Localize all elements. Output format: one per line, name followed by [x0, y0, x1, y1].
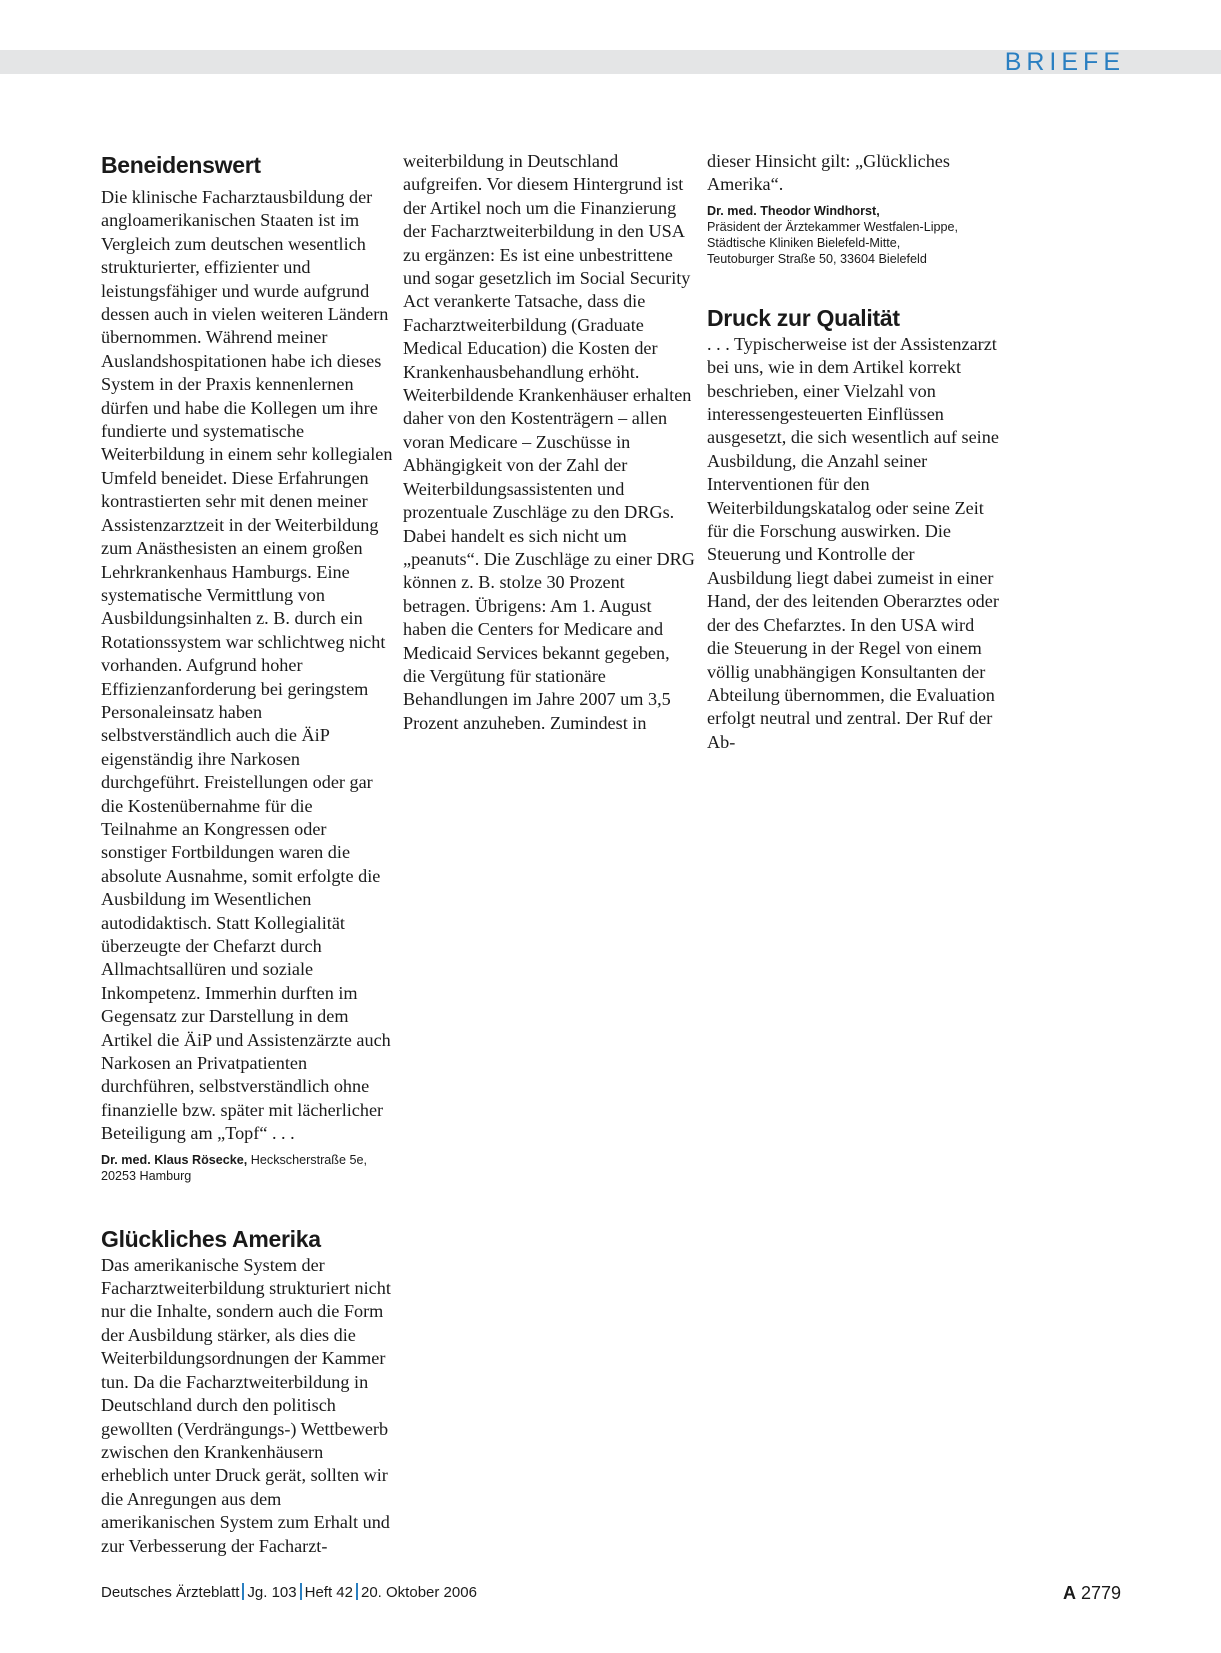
footer-separator — [300, 1583, 302, 1600]
letter-title-druck-zur-qualitaet: Druck zur Qualität — [707, 304, 900, 331]
column-2 — [403, 150, 695, 735]
letter-title-beneidenswert: Beneidenswert — [101, 152, 261, 178]
letter-body-glueckliches-part3: dieser Hinsicht gilt: „Glückliches Amerika“. — [707, 151, 950, 195]
letter-body-glueckliches-part1: Das amerikanische System der Facharztweiterbildung strukturiert nicht nur die Inhalte, sondern auch die Form der Ausbildung stärker, als dies die Weiterbildungsordnungen der Kammer tun. Da die Facharztweiterbildung in Deutschland durch den politisch gewollten (Verdrängungs-) Wettbewerb zwischen den Krankenhäusern erheblich unter Druck gerät, sollten wir die Anregungen aus dem amerikanischen System zum Erhalt und zur Verbesserung der Facharzt- — [101, 1254, 391, 1556]
column-1 — [101, 150, 393, 1558]
journal-name: Deutsches Ärzteblatt — [101, 1584, 240, 1601]
signature-line: Teutoburger Straße 50, 33604 Bielefeld — [707, 251, 927, 266]
signature-line: Städtische Kliniken Bielefeld-Mitte, — [707, 235, 901, 250]
signature-name: Dr. med. Theodor Windhorst, — [707, 203, 880, 218]
letter-body-glueckliches-part2: weiterbildung in Deutschland aufgreifen. Vor diesem Hintergrund ist der Artikel noch um die Finanzierung der Facharztweiterbildung in den USA zu ergänzen: Es ist eine unbestrittene und sogar gesetzlich im Social Security Act verankerte Tatsache, dass die Facharztweiterbildung (Graduate Medical Education) die Kosten der Krankenhausbehandlung erhöht. Weiterbildende Krankenhäuser erhalten daher von den Kostenträgern – allen voran Medicare – Zuschüsse in Abhängigkeit von der Zahl der Weiterbildungsassistenten und prozentuale Zuschläge zu den DRGs. Dabei handelt es sich nicht um „peanuts“. Die Zuschläge zu einer DRG können z. B. stolze 30 Prozent betragen. Übrigens: Am 1. August haben die Centers for Medicare and Medicaid Services bekannt gegeben, die Vergütung für stationäre Behandlungen im Jahre 2007 um 3,5 Prozent anzuheben. Zumindest in — [403, 151, 695, 733]
journal-date: 20. Oktober 2006 — [361, 1584, 477, 1601]
page-number — [1063, 1582, 1121, 1604]
letter-body-beneidenswert: Die klinische Facharztausbildung der angloamerikanischen Staaten ist im Vergleich zum deutschen wesentlich strukturierter, effizienter und leistungsfähiger und wurde aufgrund dessen auch in vielen weiteren Ländern übernommen. Während meiner Auslandshospitationen habe ich dieses System in der Praxis kennenlernen dürfen und habe die Kollegen um ihre fundierte und systematische Weiterbildung in einem sehr kollegialen Umfeld beneidet. Diese Erfahrungen kontrastierten sehr mit denen meiner Assistenzarztzeit in der Weiterbildung zum Anästhesisten an einem großen Lehrkrankenhaus Hamburgs. Eine systematische Vermittlung von Ausbildungsinhalten z. B. durch ein Rotationssystem war schlichtweg nicht vorhanden. Aufgrund hoher Effizienzanforderung bei geringstem Personaleinsatz haben selbstverständlich auch die ÄiP eigenständig ihre Narkosen durchgeführt. Freistellungen oder gar die Kostenübernahme für die Teilnahme an Kongressen oder sonstiger Fortbildungen waren die absolute Ausnahme, somit erfolgte die Ausbildung im Wesentlichen autodidaktisch. Statt Kollegialität überzeugte der Chefarzt durch Allmachtsallüren und soziale Inkompetenz. Immerhin durften im Gegensatz zur Darstellung in dem Artikel die ÄiP und Assistenzärzte auch Narkosen an Privatpatienten durchführen, selbstverständlich ohne finanzielle bzw. später mit lächerlicher Beteiligung am „Topf“ . . . — [101, 187, 393, 1144]
footer-separator — [242, 1583, 244, 1600]
signature-address: Heckscherstraße 5e, 20253 Hamburg — [101, 1152, 367, 1183]
page-number-value: 2779 — [1080, 1583, 1121, 1603]
section-label: BRIEFE — [1004, 48, 1125, 76]
letter-title-glueckliches-amerika: Glückliches Amerika — [101, 1225, 321, 1252]
column-3 — [707, 150, 999, 754]
page-prefix: A — [1062, 1583, 1076, 1603]
journal-issue: Heft 42 — [304, 1584, 353, 1601]
page-footer — [101, 1582, 1121, 1604]
signature-windhorst — [707, 203, 999, 267]
footer-separator — [356, 1583, 358, 1600]
signature-line: Präsident der Ärztekammer Westfalen-Lippe, — [707, 219, 959, 234]
letter-body-druck: . . . Typischerweise ist der Assistenzarzt bei uns, wie in dem Artikel korrekt beschrieben, einer Vielzahl von interessengesteuerten Einflüssen ausgesetzt, die sich wesentlich auf seine Ausbildung, die Anzahl seiner Interventionen für den Weiterbildungskatalog oder seine Zeit für die Forschung auswirken. Die Steuerung und Kontrolle der Ausbildung liegt dabei zumeist in einer Hand, der des leitenden Oberarztes oder der des Chefarztes. In den USA wird die Steuerung in der Regel von einem völlig unabhängigen Konsultanten der Abteilung übernommen, die Evaluation erfolgt neutral und zentral. Der Ruf der Ab- — [707, 333, 999, 752]
journal-volume: Jg. 103 — [247, 1584, 297, 1601]
signature-roesecke — [101, 1152, 393, 1184]
signature-name: Dr. med. Klaus Rösecke, — [101, 1152, 248, 1167]
